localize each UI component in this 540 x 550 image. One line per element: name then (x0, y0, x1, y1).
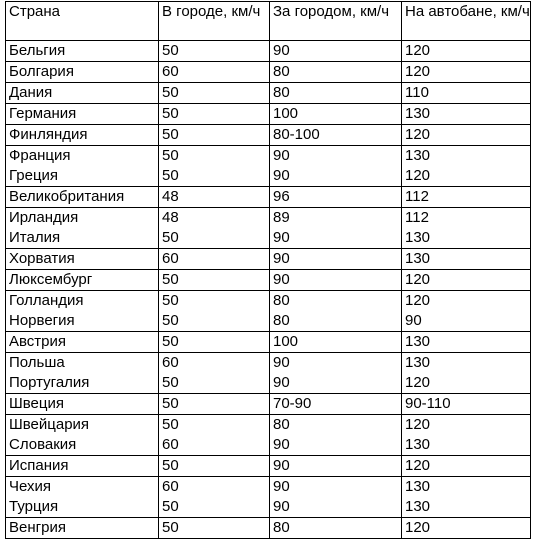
cell-highway-limit: 130 (402, 146, 531, 167)
cell-outside-city-limit: 80 (270, 311, 402, 332)
cell-outside-city-limit: 100 (270, 332, 402, 353)
cell-highway-limit: 130 (402, 228, 531, 249)
cell-city-limit: 50 (159, 518, 270, 539)
cell-highway-limit: 112 (402, 208, 531, 229)
table-row (6, 104, 531, 125)
cell-highway-limit: 130 (402, 249, 531, 270)
cell-outside-city-limit: 90 (270, 249, 402, 270)
cell-city-limit: 50 (159, 228, 270, 249)
column-header-outside-city: За городом, км/ч (270, 2, 402, 41)
cell-outside-city-limit: 90 (270, 228, 402, 249)
column-header-highway: На автобане, км/ч (402, 2, 531, 41)
table-row (6, 83, 531, 104)
cell-country: Италия (6, 228, 159, 249)
cell-city-limit: 50 (159, 83, 270, 104)
table-row (6, 62, 531, 83)
cell-city-limit: 50 (159, 41, 270, 62)
cell-country: Франция (6, 146, 159, 167)
cell-outside-city-limit: 80 (270, 62, 402, 83)
table-row (6, 497, 531, 518)
cell-outside-city-limit: 90 (270, 166, 402, 187)
cell-highway-limit: 110 (402, 83, 531, 104)
table-row (6, 125, 531, 146)
cell-highway-limit: 120 (402, 373, 531, 394)
cell-city-limit: 60 (159, 249, 270, 270)
cell-country: Дания (6, 83, 159, 104)
table-row (6, 41, 531, 62)
column-header-country: Страна (6, 2, 159, 41)
cell-highway-limit: 120 (402, 166, 531, 187)
cell-city-limit: 50 (159, 394, 270, 415)
cell-highway-limit: 130 (402, 477, 531, 498)
cell-outside-city-limit: 100 (270, 104, 402, 125)
cell-outside-city-limit: 96 (270, 187, 402, 208)
cell-highway-limit: 120 (402, 41, 531, 62)
table-row (6, 166, 531, 187)
table-row (6, 518, 531, 539)
table-row (6, 187, 531, 208)
cell-outside-city-limit: 80 (270, 518, 402, 539)
cell-outside-city-limit: 80 (270, 291, 402, 312)
cell-country: Голландия (6, 291, 159, 312)
cell-city-limit: 50 (159, 311, 270, 332)
table-row (6, 415, 531, 436)
cell-highway-limit: 120 (402, 291, 531, 312)
cell-city-limit: 50 (159, 291, 270, 312)
cell-country: Португалия (6, 373, 159, 394)
cell-country: Венгрия (6, 518, 159, 539)
cell-highway-limit: 130 (402, 497, 531, 518)
cell-country: Словакия (6, 435, 159, 456)
table-row (6, 311, 531, 332)
cell-country: Чехия (6, 477, 159, 498)
cell-highway-limit: 130 (402, 353, 531, 374)
cell-city-limit: 50 (159, 270, 270, 291)
cell-highway-limit: 120 (402, 270, 531, 291)
cell-city-limit: 50 (159, 332, 270, 353)
cell-city-limit: 50 (159, 456, 270, 477)
table-body (6, 41, 531, 539)
cell-country: Финляндия (6, 125, 159, 146)
cell-city-limit: 50 (159, 373, 270, 394)
cell-city-limit: 50 (159, 166, 270, 187)
cell-country: Великобритания (6, 187, 159, 208)
cell-outside-city-limit: 89 (270, 208, 402, 229)
cell-highway-limit: 120 (402, 456, 531, 477)
cell-country: Германия (6, 104, 159, 125)
cell-city-limit: 50 (159, 125, 270, 146)
table-row (6, 291, 531, 312)
table-row (6, 435, 531, 456)
cell-city-limit: 50 (159, 415, 270, 436)
cell-country: Греция (6, 166, 159, 187)
table-row (6, 394, 531, 415)
cell-city-limit: 60 (159, 477, 270, 498)
cell-outside-city-limit: 70-90 (270, 394, 402, 415)
cell-outside-city-limit: 90 (270, 456, 402, 477)
cell-outside-city-limit: 90 (270, 353, 402, 374)
cell-highway-limit: 120 (402, 415, 531, 436)
table-row (6, 146, 531, 167)
cell-city-limit: 50 (159, 497, 270, 518)
table-header-row (6, 2, 531, 41)
table-row (6, 270, 531, 291)
cell-highway-limit: 90-110 (402, 394, 531, 415)
table-row (6, 477, 531, 498)
cell-city-limit: 60 (159, 62, 270, 83)
cell-outside-city-limit: 90 (270, 497, 402, 518)
cell-outside-city-limit: 90 (270, 270, 402, 291)
table-row (6, 332, 531, 353)
cell-outside-city-limit: 90 (270, 435, 402, 456)
cell-city-limit: 48 (159, 208, 270, 229)
cell-highway-limit: 120 (402, 62, 531, 83)
table-row (6, 353, 531, 374)
cell-city-limit: 60 (159, 435, 270, 456)
cell-country: Польша (6, 353, 159, 374)
cell-outside-city-limit: 80 (270, 83, 402, 104)
cell-outside-city-limit: 90 (270, 373, 402, 394)
cell-highway-limit: 120 (402, 125, 531, 146)
cell-country: Австрия (6, 332, 159, 353)
column-header-city: В городе, км/ч (159, 2, 270, 41)
cell-country: Люксембург (6, 270, 159, 291)
speed-limits-table-container (5, 1, 531, 539)
cell-city-limit: 50 (159, 146, 270, 167)
speed-limits-table (5, 1, 531, 539)
cell-outside-city-limit: 90 (270, 477, 402, 498)
cell-highway-limit: 130 (402, 104, 531, 125)
cell-highway-limit: 90 (402, 311, 531, 332)
cell-highway-limit: 112 (402, 187, 531, 208)
cell-highway-limit: 130 (402, 435, 531, 456)
cell-outside-city-limit: 80-100 (270, 125, 402, 146)
table-row (6, 373, 531, 394)
cell-country: Ирландия (6, 208, 159, 229)
cell-city-limit: 48 (159, 187, 270, 208)
cell-country: Болгария (6, 62, 159, 83)
cell-country: Бельгия (6, 41, 159, 62)
table-row (6, 228, 531, 249)
table-row (6, 249, 531, 270)
cell-city-limit: 50 (159, 104, 270, 125)
cell-highway-limit: 120 (402, 518, 531, 539)
cell-city-limit: 60 (159, 353, 270, 374)
cell-country: Испания (6, 456, 159, 477)
cell-outside-city-limit: 90 (270, 41, 402, 62)
cell-country: Норвегия (6, 311, 159, 332)
cell-country: Хорватия (6, 249, 159, 270)
cell-highway-limit: 130 (402, 332, 531, 353)
cell-country: Швеция (6, 394, 159, 415)
cell-outside-city-limit: 90 (270, 146, 402, 167)
cell-outside-city-limit: 80 (270, 415, 402, 436)
cell-country: Швейцария (6, 415, 159, 436)
cell-country: Турция (6, 497, 159, 518)
table-row (6, 456, 531, 477)
table-row (6, 208, 531, 229)
